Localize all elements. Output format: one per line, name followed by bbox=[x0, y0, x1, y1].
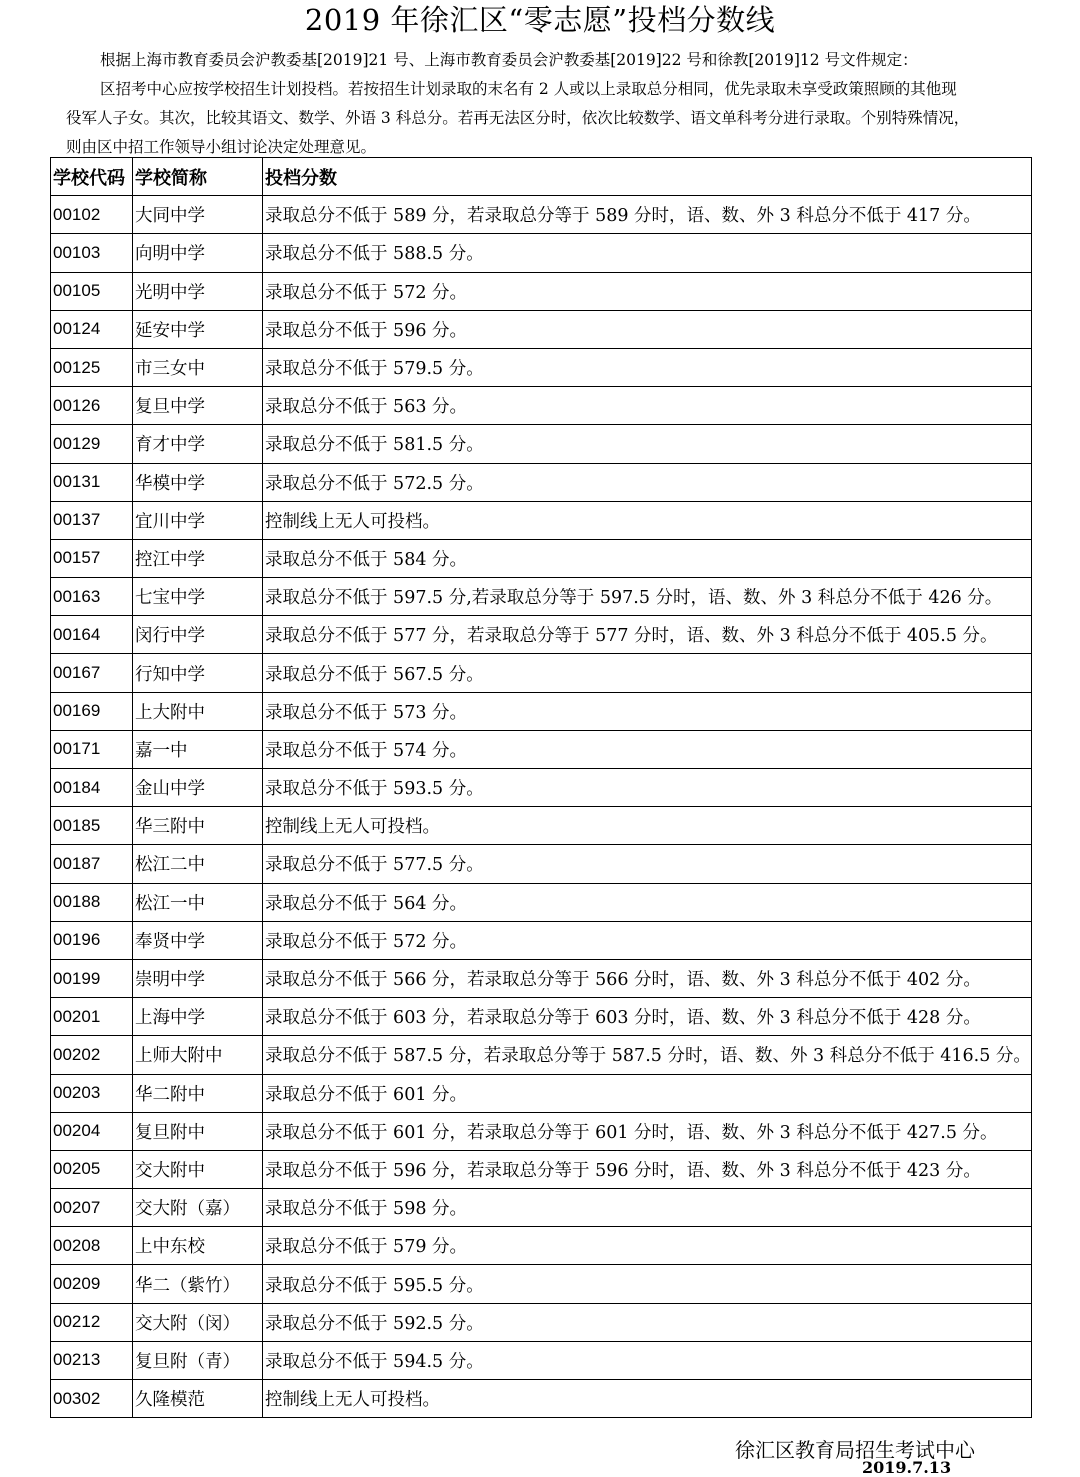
school-name-cell: 交大附（闵） bbox=[133, 1303, 263, 1341]
score-cell: 控制线上无人可投档。 bbox=[263, 501, 1032, 539]
header-school-code: 学校代码 bbox=[51, 158, 133, 196]
table-row bbox=[51, 845, 1032, 883]
table-row bbox=[51, 1036, 1032, 1074]
table-row bbox=[51, 1265, 1032, 1303]
score-cell: 控制线上无人可投档。 bbox=[263, 807, 1032, 845]
score-cell: 录取总分不低于 595.5 分。 bbox=[263, 1265, 1032, 1303]
score-cell: 录取总分不低于 592.5 分。 bbox=[263, 1303, 1032, 1341]
school-code-cell: 00202 bbox=[51, 1036, 133, 1074]
table-row bbox=[51, 1303, 1032, 1341]
school-name-cell: 市三女中 bbox=[133, 348, 263, 386]
school-name-cell: 上师大附中 bbox=[133, 1036, 263, 1074]
score-cell: 录取总分不低于 593.5 分。 bbox=[263, 769, 1032, 807]
school-name-cell: 复旦附中 bbox=[133, 1112, 263, 1150]
score-cell: 录取总分不低于 581.5 分。 bbox=[263, 425, 1032, 463]
school-code-cell: 00126 bbox=[51, 387, 133, 425]
table-row bbox=[51, 234, 1032, 272]
school-code-cell: 00157 bbox=[51, 539, 133, 577]
school-code-cell: 00187 bbox=[51, 845, 133, 883]
table-row bbox=[51, 539, 1032, 577]
header-score: 投档分数 bbox=[263, 158, 1032, 196]
school-code-cell: 00199 bbox=[51, 959, 133, 997]
school-name-cell: 上大附中 bbox=[133, 692, 263, 730]
score-cell: 控制线上无人可投档。 bbox=[263, 1380, 1032, 1418]
table-row bbox=[51, 578, 1032, 616]
table-row bbox=[51, 730, 1032, 768]
table-row bbox=[51, 310, 1032, 348]
table-row bbox=[51, 807, 1032, 845]
school-name-cell: 崇明中学 bbox=[133, 959, 263, 997]
school-name-cell: 华三附中 bbox=[133, 807, 263, 845]
school-name-cell: 向明中学 bbox=[133, 234, 263, 272]
table-row bbox=[51, 1380, 1032, 1418]
school-name-cell: 七宝中学 bbox=[133, 578, 263, 616]
table-row bbox=[51, 425, 1032, 463]
preamble-line: 则由区中招工作领导小组讨论决定处理意见。 bbox=[66, 138, 377, 156]
score-cell: 录取总分不低于 577.5 分。 bbox=[263, 845, 1032, 883]
table-row bbox=[51, 1341, 1032, 1379]
table-row bbox=[51, 1189, 1032, 1227]
school-name-cell: 金山中学 bbox=[133, 769, 263, 807]
school-name-cell: 松江二中 bbox=[133, 845, 263, 883]
score-cell: 录取总分不低于 601 分，若录取总分等于 601 分时，语、数、外 3 科总分不低于 427.5 分。 bbox=[263, 1112, 1032, 1150]
school-code-cell: 00213 bbox=[51, 1341, 133, 1379]
document-title: 2019 年徐汇区“零志愿”投档分数线 bbox=[304, 3, 776, 37]
school-code-cell: 00209 bbox=[51, 1265, 133, 1303]
school-name-cell: 交大附（嘉） bbox=[133, 1189, 263, 1227]
score-cell: 录取总分不低于 596 分。 bbox=[263, 310, 1032, 348]
preamble-line: 根据上海市教育委员会沪教委基[2019]21 号、上海市教育委员会沪教委基[2019]22 号和徐教[2019]12 号文件规定： bbox=[100, 51, 918, 69]
score-cell: 录取总分不低于 579.5 分。 bbox=[263, 348, 1032, 386]
school-code-cell: 00212 bbox=[51, 1303, 133, 1341]
score-cell: 录取总分不低于 577 分，若录取总分等于 577 分时，语、数、外 3 科总分不低于 405.5 分。 bbox=[263, 616, 1032, 654]
school-code-cell: 00105 bbox=[51, 272, 133, 310]
score-cell: 录取总分不低于 587.5 分，若录取总分等于 587.5 分时，语、数、外 3 科总分不低于 416.5 分。 bbox=[263, 1036, 1032, 1074]
table-header-row bbox=[51, 158, 1032, 196]
school-code-cell: 00124 bbox=[51, 310, 133, 348]
score-cell: 录取总分不低于 563 分。 bbox=[263, 387, 1032, 425]
school-name-cell: 行知中学 bbox=[133, 654, 263, 692]
school-code-cell: 00129 bbox=[51, 425, 133, 463]
school-code-cell: 00184 bbox=[51, 769, 133, 807]
score-cell: 录取总分不低于 566 分，若录取总分等于 566 分时，语、数、外 3 科总分不低于 402 分。 bbox=[263, 959, 1032, 997]
school-code-cell: 00201 bbox=[51, 998, 133, 1036]
score-cell: 录取总分不低于 572 分。 bbox=[263, 921, 1032, 959]
score-cell: 录取总分不低于 589 分，若录取总分等于 589 分时，语、数、外 3 科总分不低于 417 分。 bbox=[263, 196, 1032, 234]
school-name-cell: 上中东校 bbox=[133, 1227, 263, 1265]
table-row bbox=[51, 998, 1032, 1036]
score-cell: 录取总分不低于 567.5 分。 bbox=[263, 654, 1032, 692]
score-cell: 录取总分不低于 596 分，若录取总分等于 596 分时，语、数、外 3 科总分不低于 423 分。 bbox=[263, 1150, 1032, 1188]
school-name-cell: 上海中学 bbox=[133, 998, 263, 1036]
school-name-cell: 嘉一中 bbox=[133, 730, 263, 768]
school-name-cell: 华二（紫竹） bbox=[133, 1265, 263, 1303]
score-cell: 录取总分不低于 594.5 分。 bbox=[263, 1341, 1032, 1379]
score-cell: 录取总分不低于 588.5 分。 bbox=[263, 234, 1032, 272]
admission-score-table bbox=[50, 157, 1032, 1418]
table-body bbox=[51, 196, 1032, 1418]
school-code-cell: 00102 bbox=[51, 196, 133, 234]
table-row bbox=[51, 501, 1032, 539]
table-row bbox=[51, 1227, 1032, 1265]
table-row bbox=[51, 348, 1032, 386]
table-row bbox=[51, 272, 1032, 310]
school-code-cell: 00208 bbox=[51, 1227, 133, 1265]
issue-date: 2019.7.13 bbox=[862, 1458, 952, 1477]
school-code-cell: 00103 bbox=[51, 234, 133, 272]
header-school-name: 学校简称 bbox=[133, 158, 263, 196]
school-code-cell: 00185 bbox=[51, 807, 133, 845]
issuer-signature: 徐汇区教育局招生考试中心 bbox=[735, 1438, 975, 1462]
school-name-cell: 育才中学 bbox=[133, 425, 263, 463]
preamble bbox=[66, 46, 1016, 162]
school-name-cell: 松江一中 bbox=[133, 883, 263, 921]
table-row bbox=[51, 883, 1032, 921]
school-name-cell: 复旦中学 bbox=[133, 387, 263, 425]
school-name-cell: 光明中学 bbox=[133, 272, 263, 310]
score-cell: 录取总分不低于 598 分。 bbox=[263, 1189, 1032, 1227]
score-cell: 录取总分不低于 573 分。 bbox=[263, 692, 1032, 730]
school-code-cell: 00163 bbox=[51, 578, 133, 616]
table-row bbox=[51, 654, 1032, 692]
table-row bbox=[51, 616, 1032, 654]
school-name-cell: 延安中学 bbox=[133, 310, 263, 348]
school-name-cell: 华模中学 bbox=[133, 463, 263, 501]
school-code-cell: 00137 bbox=[51, 501, 133, 539]
school-code-cell: 00169 bbox=[51, 692, 133, 730]
school-code-cell: 00164 bbox=[51, 616, 133, 654]
preamble-line: 役军人子女。其次，比较其语文、数学、外语 3 科总分。若再无法区分时，依次比较数学、语文单科考分进行录取。个别特殊情况， bbox=[66, 109, 970, 127]
school-name-cell: 控江中学 bbox=[133, 539, 263, 577]
score-cell: 录取总分不低于 601 分。 bbox=[263, 1074, 1032, 1112]
score-cell: 录取总分不低于 572.5 分。 bbox=[263, 463, 1032, 501]
school-code-cell: 00167 bbox=[51, 654, 133, 692]
school-name-cell: 宜川中学 bbox=[133, 501, 263, 539]
table-row bbox=[51, 463, 1032, 501]
table-row bbox=[51, 1074, 1032, 1112]
school-code-cell: 00207 bbox=[51, 1189, 133, 1227]
score-cell: 录取总分不低于 597.5 分,若录取总分等于 597.5 分时，语、数、外 3 科总分不低于 426 分。 bbox=[263, 578, 1032, 616]
table-row bbox=[51, 196, 1032, 234]
school-code-cell: 00188 bbox=[51, 883, 133, 921]
school-name-cell: 久隆模范 bbox=[133, 1380, 263, 1418]
school-code-cell: 00204 bbox=[51, 1112, 133, 1150]
table-row bbox=[51, 1112, 1032, 1150]
school-name-cell: 华二附中 bbox=[133, 1074, 263, 1112]
score-cell: 录取总分不低于 564 分。 bbox=[263, 883, 1032, 921]
table-row bbox=[51, 1150, 1032, 1188]
table-row bbox=[51, 692, 1032, 730]
score-cell: 录取总分不低于 579 分。 bbox=[263, 1227, 1032, 1265]
school-code-cell: 00302 bbox=[51, 1380, 133, 1418]
school-name-cell: 复旦附（青） bbox=[133, 1341, 263, 1379]
school-code-cell: 00196 bbox=[51, 921, 133, 959]
table-row bbox=[51, 769, 1032, 807]
table-row bbox=[51, 921, 1032, 959]
score-cell: 录取总分不低于 572 分。 bbox=[263, 272, 1032, 310]
school-name-cell: 大同中学 bbox=[133, 196, 263, 234]
school-name-cell: 闵行中学 bbox=[133, 616, 263, 654]
school-code-cell: 00171 bbox=[51, 730, 133, 768]
table-row bbox=[51, 959, 1032, 997]
school-code-cell: 00131 bbox=[51, 463, 133, 501]
score-cell: 录取总分不低于 584 分。 bbox=[263, 539, 1032, 577]
school-name-cell: 交大附中 bbox=[133, 1150, 263, 1188]
school-code-cell: 00125 bbox=[51, 348, 133, 386]
school-name-cell: 奉贤中学 bbox=[133, 921, 263, 959]
school-code-cell: 00203 bbox=[51, 1074, 133, 1112]
school-code-cell: 00205 bbox=[51, 1150, 133, 1188]
preamble-line: 区招考中心应按学校招生计划投档。若按招生计划录取的末名有 2 人或以上录取总分相同，优先录取未享受政策照顾的其他现 bbox=[100, 80, 957, 98]
table-row bbox=[51, 387, 1032, 425]
score-cell: 录取总分不低于 574 分。 bbox=[263, 730, 1032, 768]
score-cell: 录取总分不低于 603 分，若录取总分等于 603 分时，语、数、外 3 科总分不低于 428 分。 bbox=[263, 998, 1032, 1036]
